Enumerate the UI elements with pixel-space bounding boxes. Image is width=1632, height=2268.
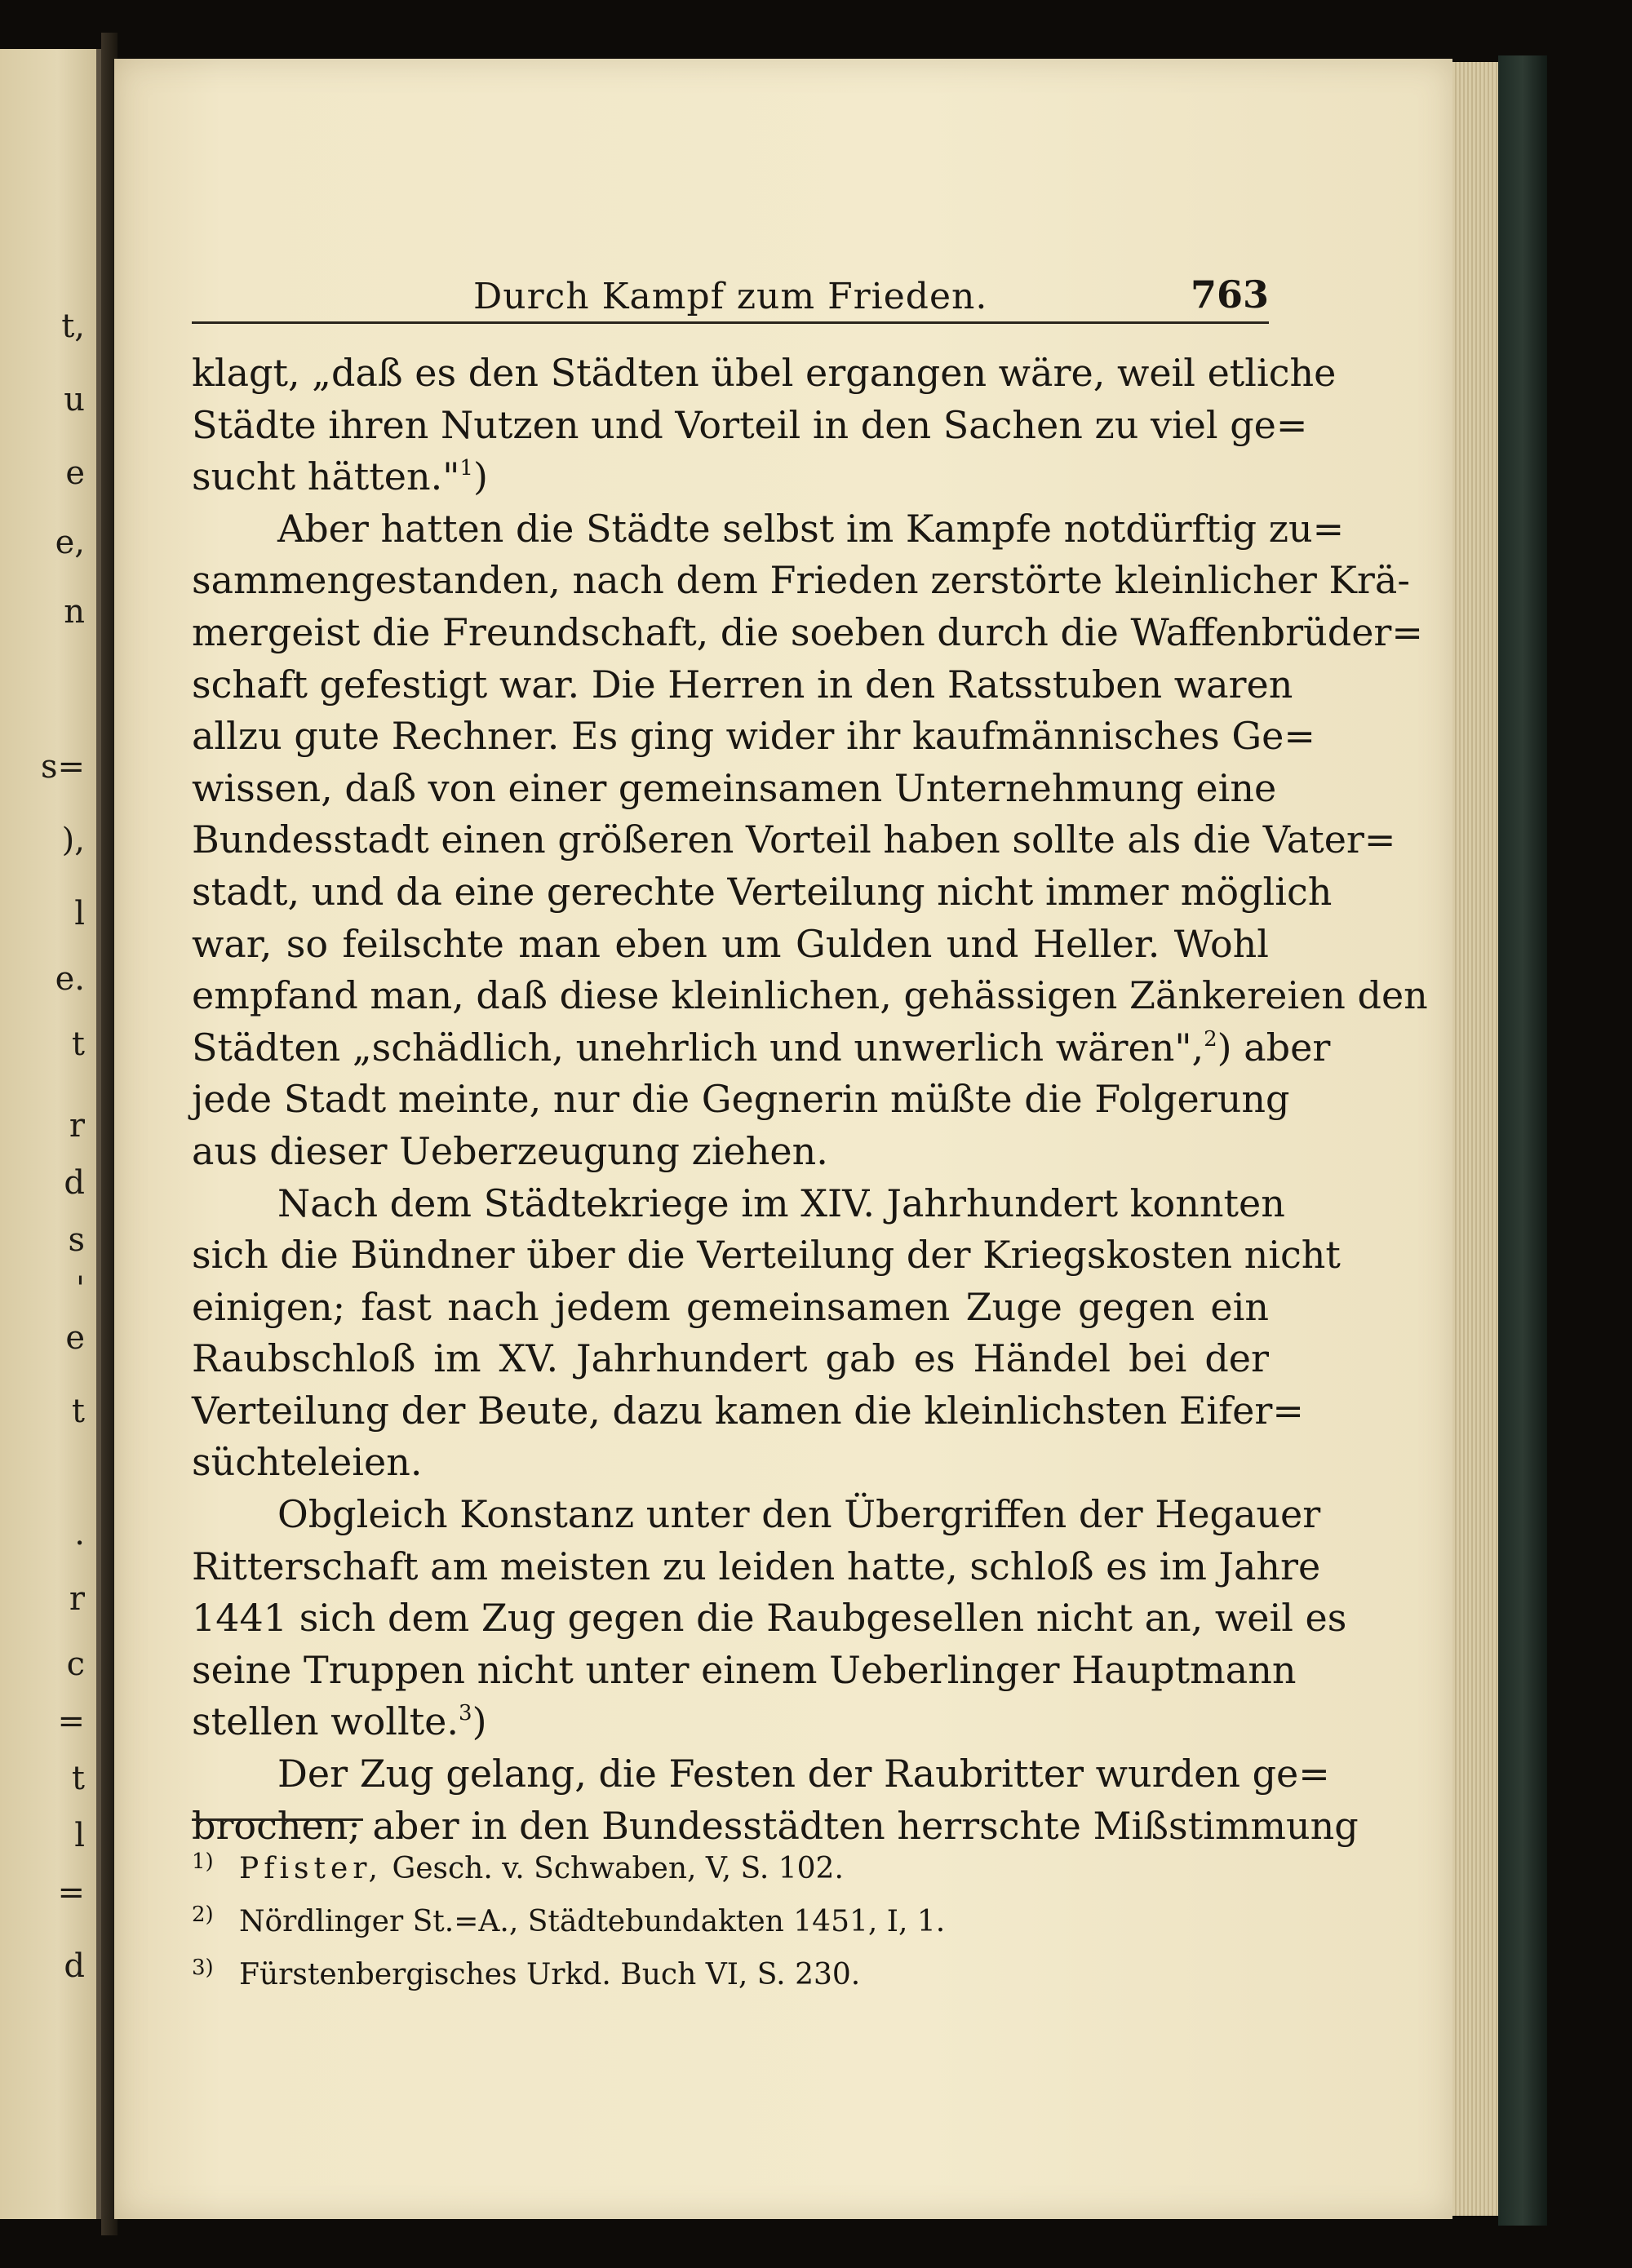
line-text: klagt, „daß es den Städten übel ergangen wäre, weil etliche: [192, 351, 1337, 395]
text-line: [192, 1592, 1347, 1645]
text-line: [192, 659, 1293, 711]
text-line: [192, 1645, 1297, 1697]
footnote-author: Pfister,: [239, 1852, 384, 1885]
page-stack-edge: [1452, 62, 1501, 2216]
body-text: [192, 348, 1428, 1852]
text-line: [192, 1022, 1331, 1074]
footnote-mark: 3): [192, 1956, 214, 1980]
previous-page-fragment: e,: [55, 524, 85, 561]
line-text: sammengestanden, nach dem Frieden zerstörte kleinlicher Krä-: [192, 558, 1410, 603]
line-text: seine Truppen nicht unter einem Ueberlinger Hauptmann: [192, 1647, 1297, 1692]
text-line: [192, 1178, 1285, 1230]
previous-page-fragment: l: [74, 1817, 85, 1854]
previous-page-fragment: t: [71, 1025, 85, 1063]
previous-page-fragment: n: [64, 593, 85, 631]
line-text: Raubschloß im XV. Jahrhundert gab es Händel bei der: [192, 1336, 1269, 1381]
text-line: [192, 1437, 1269, 1489]
book-page: [114, 59, 1452, 2219]
line-text: Städten „schädlich, unehrlich und unwerlich wären",: [192, 1025, 1204, 1070]
previous-page-fragment: ': [76, 1270, 85, 1308]
footnotes: [192, 1839, 1269, 1998]
line-text: allzu gute Rechner. Es ging wider ihr kaufmännisches Ge=: [192, 714, 1315, 759]
text-line: [192, 1333, 1269, 1385]
text-line: [192, 348, 1337, 400]
text-line: [192, 1282, 1269, 1334]
text-line: [192, 1126, 1269, 1178]
previous-page-fragment: =: [57, 1874, 85, 1911]
text-line: [192, 1074, 1290, 1126]
footnote: [192, 1892, 1269, 1945]
text-line: [192, 919, 1269, 971]
running-head: [192, 272, 1269, 324]
previous-page-fragment: e.: [55, 960, 85, 998]
footnote-text: Gesch. v. Schwaben, V, S. 102.: [383, 1852, 844, 1885]
line-text: empfand man, daß diese kleinlichen, gehässigen Zänkereien den: [192, 973, 1428, 1018]
line-text: Der Zug gelang, die Festen der Raubritter wurden ge=: [277, 1752, 1330, 1796]
footnote-mark: 1): [192, 1849, 214, 1874]
text-line: [192, 451, 1269, 503]
text-line: [192, 814, 1396, 866]
footnote: [192, 1945, 1269, 1998]
footnote-reference: 2: [1204, 1026, 1217, 1052]
line-text: aus dieser Ueberzeugung ziehen.: [192, 1128, 828, 1173]
text-line: [192, 1385, 1304, 1437]
text-line: [192, 607, 1423, 659]
line-text: war, so feilschte man eben um Gulden und Heller. Wohl: [192, 921, 1269, 966]
footnote-rule: [192, 1818, 363, 1821]
text-line: [192, 970, 1428, 1022]
line-text: sucht hätten.": [192, 454, 460, 499]
previous-page-fragment: t: [71, 1393, 85, 1430]
previous-page-edge: [0, 49, 101, 2219]
previous-page-fragment: r: [69, 1107, 85, 1145]
previous-page-fragment: ),: [61, 822, 85, 859]
running-title: Durch Kampf zum Frieden.: [473, 276, 988, 317]
previous-page-fragment: s=: [40, 748, 85, 786]
line-text: stellen wollte.: [192, 1699, 459, 1744]
text-line: [192, 1489, 1321, 1541]
footnote-reference: 1: [459, 456, 473, 481]
line-tail: ) aber: [1217, 1025, 1331, 1070]
text-line: [192, 1229, 1341, 1282]
text-line: [192, 400, 1308, 452]
previous-page-fragment: t,: [61, 308, 85, 345]
footnote-text: Fürstenbergisches Urkd. Buch VI, S. 230.: [239, 1958, 861, 1991]
line-text: jede Stadt meinte, nur die Gegnerin müßte die Folgerung: [192, 1077, 1290, 1122]
previous-page-fragment: s: [68, 1221, 85, 1259]
previous-page-fragment: =: [57, 1703, 85, 1740]
line-text: Obgleich Konstanz unter den Übergriffen der Hegauer: [277, 1492, 1321, 1537]
text-line: [192, 866, 1333, 919]
previous-page-fragment: .: [74, 1515, 85, 1553]
text-line: [192, 503, 1345, 556]
line-text: mergeist die Freundschaft, die soeben durch die Waffenbrüder=: [192, 609, 1423, 654]
previous-page-fragment: d: [64, 1947, 85, 1985]
text-line: [192, 1541, 1321, 1593]
line-text: Aber hatten die Städte selbst im Kampfe notdürftig zu=: [277, 506, 1345, 551]
line-tail: ): [472, 454, 488, 499]
line-text: einigen; fast nach jedem gemeinsamen Zuge gegen ein: [192, 1284, 1269, 1329]
line-text: sich die Bündner über die Verteilung der Kriegskosten nicht: [192, 1233, 1341, 1278]
previous-page-fragment: d: [64, 1164, 85, 1202]
line-text: Bundesstadt einen größeren Vorteil haben sollte als die Vater=: [192, 817, 1396, 862]
line-text: süchteleien.: [192, 1440, 423, 1485]
footnote-text: Nördlinger St.=A., Städtebundakten 1451, I, 1.: [239, 1905, 946, 1938]
previous-page-fragment: r: [69, 1580, 85, 1618]
line-tail: ): [472, 1699, 487, 1744]
line-text: Ritterschaft am meisten zu leiden hatte, schloß es im Jahre: [192, 1544, 1321, 1588]
footnote: [192, 1839, 1269, 1892]
line-text: 1441 sich dem Zug gegen die Raubgesellen nicht an, weil es: [192, 1596, 1347, 1641]
line-text: brochen; aber in den Bundesstädten herrschte Mißstimmung: [192, 1803, 1359, 1848]
line-text: wissen, daß von einer gemeinsamen Unternehmung eine: [192, 765, 1277, 810]
book-cover-edge: [1498, 55, 1547, 2226]
text-line: [192, 1748, 1330, 1801]
footnote-mark: 2): [192, 1903, 214, 1927]
text-line: [192, 711, 1315, 763]
text-line: [192, 555, 1410, 607]
previous-page-fragment: e: [65, 454, 85, 492]
line-text: Städte ihren Nutzen und Vorteil in den Sachen zu viel ge=: [192, 402, 1308, 447]
line-text: schaft gefestigt war. Die Herren in den Ratsstuben waren: [192, 662, 1293, 707]
line-text: Verteilung der Beute, dazu kamen die kleinlichsten Eifer=: [192, 1388, 1304, 1433]
line-text: Nach dem Städtekriege im XIV. Jahrhundert konnten: [277, 1181, 1285, 1225]
previous-page-fragment: l: [74, 895, 85, 932]
text-line: [192, 1696, 1269, 1748]
previous-page-fragment: t: [71, 1760, 85, 1797]
page-number: 763: [1190, 272, 1269, 317]
previous-page-fragment: u: [64, 381, 85, 419]
previous-page-fragment: e: [65, 1319, 85, 1357]
text-line: [192, 763, 1277, 815]
footnote-reference: 3: [459, 1701, 472, 1726]
line-text: stadt, und da eine gerechte Verteilung nicht immer möglich: [192, 869, 1333, 914]
previous-page-fragment: c: [66, 1646, 85, 1683]
